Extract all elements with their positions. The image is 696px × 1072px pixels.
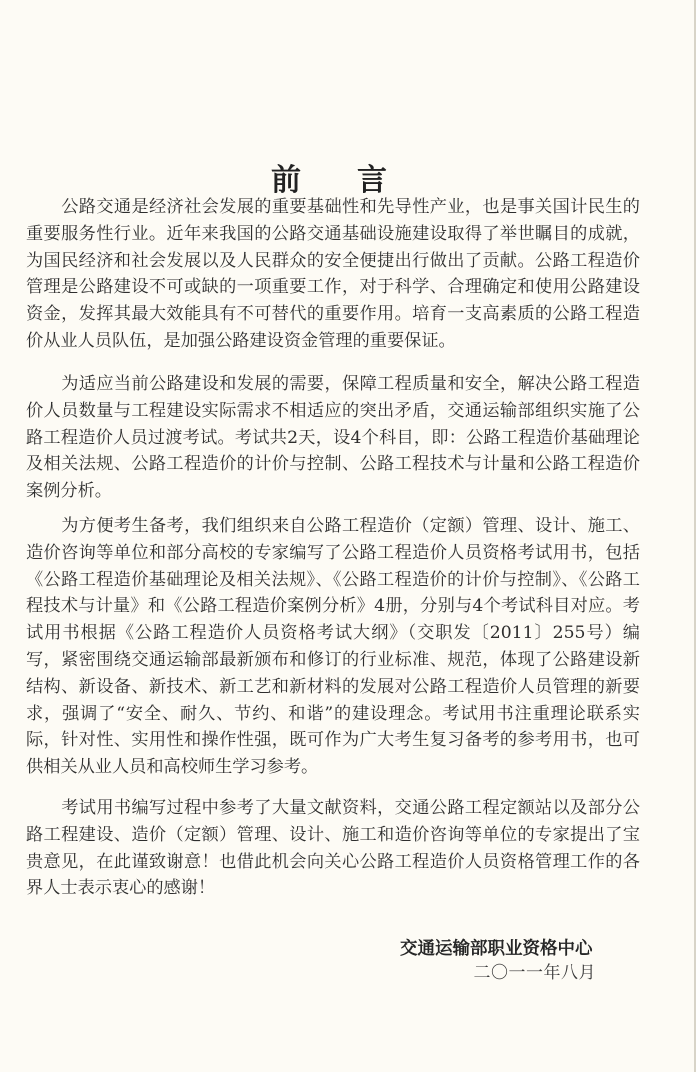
signature-organization: 交通运输部职业资格中心 <box>400 939 593 959</box>
paragraph: 为适应当前公路建设和发展的需要，保障工程质量和安全，解决公路工程造价人员数量与工程建设实际需求不相适应的突出矛盾，交通运输部组织实施了公路工程造价人员过渡考试。考试共2天，设4个科目，即：公路工程造价基础理论及相关法规、公路工程造价的计价与控制、公路工程技术与计量和公路工程造价案例分析。 <box>26 374 640 502</box>
signature-date: 二〇一一年八月 <box>473 963 596 983</box>
paragraph-3-block <box>26 513 640 781</box>
paragraph: 公路交通是经济社会发展的重要基础性和先导性产业，也是事关国计民生的重要服务性行业。近年来我国的公路交通基础设施建设取得了举世瞩目的成就，为国民经济和社会发展以及人民群众的安全便捷出行做出了贡献。公路工程造价管理是公路建设不可或缺的一项重要工作，对于科学、合理确定和使用公路建设资金，发挥其最大效能具有不可替代的重要作用。培育一支高素质的公路工程造价从业人员队伍，是加强公路建设资金管理的重要保证。 <box>26 197 640 351</box>
paragraph-1-block <box>26 194 640 355</box>
title-char-1: 前 <box>271 163 303 199</box>
paragraph: 为方便考生备考，我们组织来自公路工程造价（定额）管理、设计、施工、造价咨询等单位和部分高校的专家编写了公路工程造价人员资格考试用书，包括《公路工程造价基础理论及相关法规》、《公路工程造价的计价与控制》、《公路工程技术与计量》和《公路工程造价案例分析》4册，分别与4个考试科目对应。考试用书根据《公路工程造价人员资格考试大纲》（交职发〔2011〕255号）编写，紧密围绕交通运输部最新颁布和修订的行业标准、规范，体现了公路建设新结构、新设备、新技术、新工艺和新材料的发展对公路工程造价人员管理的新要求，强调了“安全、耐久、节约、和谐”的建设理念。考试用书注重理论联系实际，针对性、实用性和操作性强，既可作为广大考生复习备考的参考用书，也可供相关从业人员和高校师生学习参考。 <box>26 516 640 778</box>
paragraph: 考试用书编写过程中参考了大量文献资料，交通公路工程定额站以及部分公路工程建设、造价（定额）管理、设计、施工和造价咨询等单位的专家提出了宝贵意见，在此谨致谢意！也借此机会向关心公路工程造价人员资格管理工作的各界人士表示衷心的感谢！ <box>26 798 640 899</box>
title-char-2: 言 <box>357 163 389 199</box>
paragraph-2-block <box>26 371 640 505</box>
paragraph-4-block <box>26 795 640 902</box>
